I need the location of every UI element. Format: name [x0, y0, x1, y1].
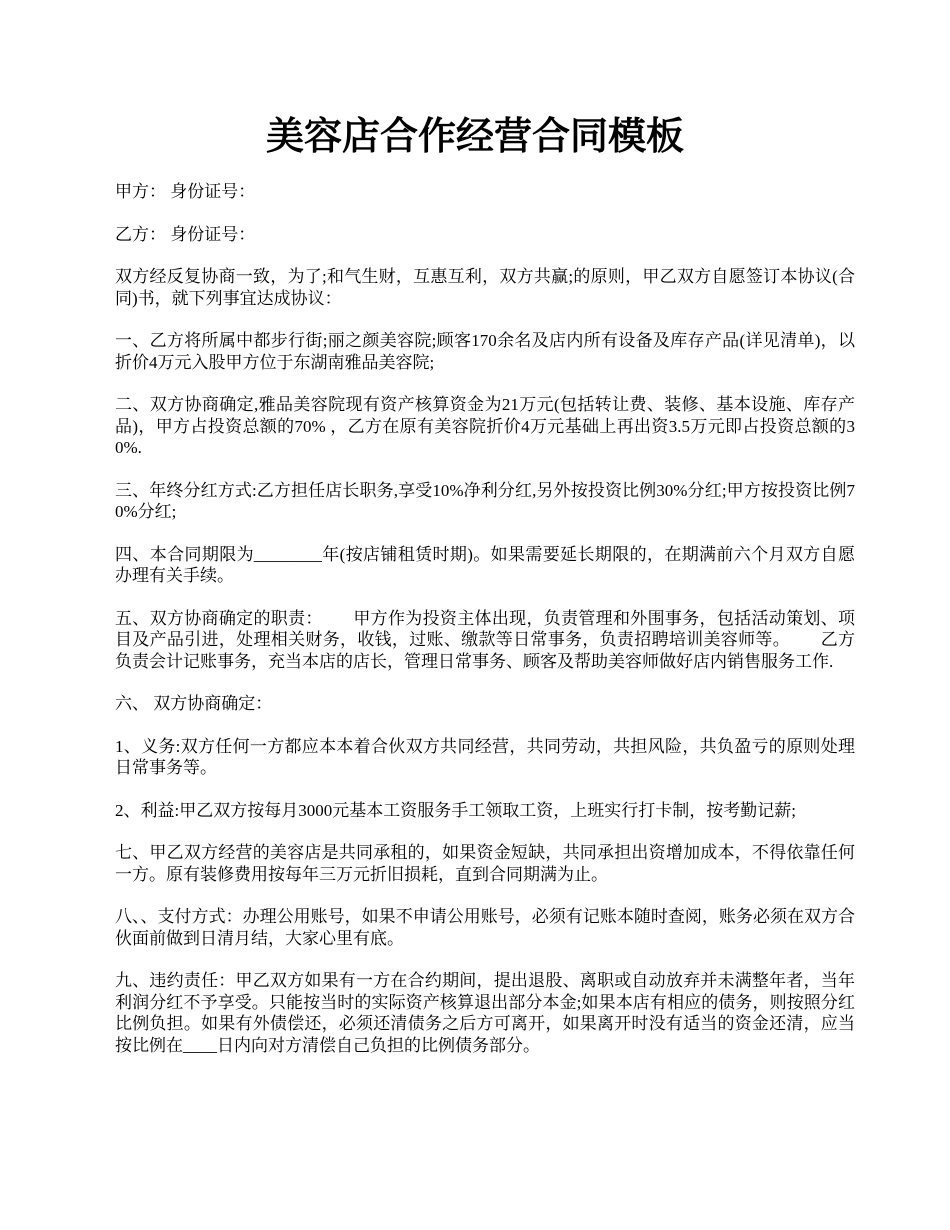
party-a-line: 甲方： 身份证号：: [115, 182, 256, 201]
clause-1: 一、乙方将所属中都步行街;丽之颜美容院;顾客170余名及店内所有设备及库存产品(详见清单)，以折价4万元入股甲方位于东湖南雅品美容院;: [115, 331, 855, 372]
party-b-line: 乙方： 身份证号：: [115, 224, 256, 244]
clause-2: 二、双方协商确定,雅品美容院现有资产核算资金为21万元(包括转让费、装修、基本设施、库存产品)，甲方占投资总额的70% ，乙方在原有美容院折价4万元基础上再出资3.5万元即占投资总额的30%.: [115, 395, 855, 457]
preamble-paragraph: 双方经反复协商一致，为了;和气生财，互惠互利，双方共赢;的原则，甲乙双方自愿签订本协议(合同)书，就下列事宜达成协议：: [115, 267, 855, 308]
clause-7: 七、甲乙双方经营的美容店是共同承租的，如果资金短缺，共同承担出资增加成本，不得依靠任何一方。原有装修费用按每年三万元折旧损耗，直到合同期满为止。: [115, 843, 855, 884]
clause-3: 三、年终分红方式:乙方担任店长职务,享受10%净利分红,另外按投资比例30%分红;甲方按投资比例70%分红;: [115, 480, 855, 521]
clause-6-item-2: 2、利益:甲乙双方按每月3000元基本工资服务手工领取工资，上班实行打卡制，按考勤记薪;: [115, 800, 796, 820]
clause-4: 四、本合同期限为________年(按店铺租赁时期)。如果需要延长期限的，在期满前六个月双方自愿办理有关手续。: [115, 544, 855, 585]
clause-6: 六、 双方协商确定：: [115, 694, 273, 713]
document-title: 美容店合作经营合同模板: [265, 113, 684, 158]
clause-9: 九、违约责任：甲乙双方如果有一方在合约期间，提出退股、离职或自动放弃并未满整年者，当年利润分红不予享受。只能按当时的实际资产核算退出部分本金;如果本店有相应的债务，则按照分红比例负担。如果有外债偿还，必须还清债务之后方可离开，如果离开时没有适当的资金还清，应当按比例在____日内向对方清偿自己负担的比例债务部分。: [115, 971, 855, 1055]
document-body: [115, 181, 855, 1077]
clause-5: 五、双方协商确定的职责： 甲方作为投资主体出现，负责管理和外围事务，包括活动策划、项目及产品引进，处理相关财务，收钱，过账、缴款等日常事务，负责招聘培训美容师等。 乙方负责会计记账事务，充当本店的店长，管理日常事务、顾客及帮助美容师做好店内销售服务工作.: [115, 608, 855, 671]
clause-6-item-1: 1、义务:双方任何一方都应本本着合伙双方共同经营，共同劳动，共担风险，共负盈亏的原则处理日常事务等。: [115, 736, 855, 777]
clause-8: 八、、支付方式：办理公用账号，如果不申请公用账号，必须有记账本随时查阅，账务必须在双方合伙面前做到日清月结，大家心里有底。: [115, 907, 855, 948]
